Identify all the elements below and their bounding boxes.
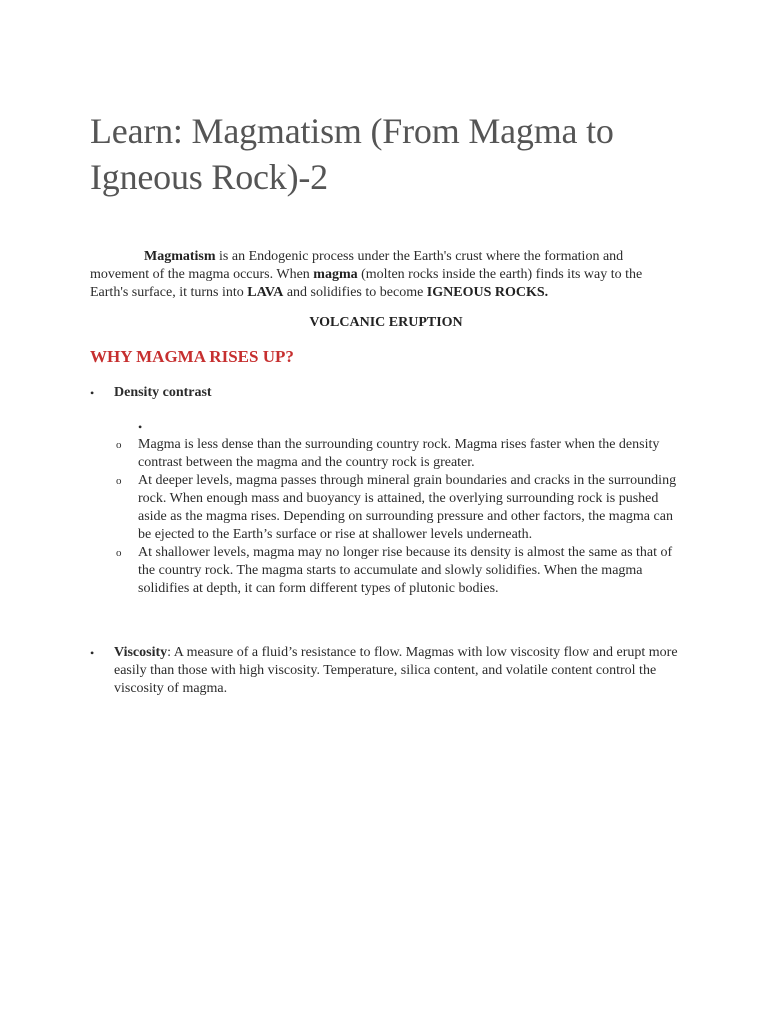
document-page	[90, 108, 682, 698]
intro-text-1: is an Endogenic process under the Earth's crust where the formation and movement of the magma occurs. When	[90, 249, 624, 282]
intro-paragraph	[90, 248, 682, 302]
density-point-1: Magma is less dense than the surrounding country rock. Magma rises faster when the density contrast between the magma and the country rock is greater.	[138, 437, 660, 470]
bullet-marker: •	[90, 386, 95, 400]
density-point-2: At deeper levels, magma passes through mineral grain boundaries and cracks in the surrounding rock. When enough mass and buoyancy is attained, the overlying surrounding rock is pushed aside as the magma rises. Depending on surrounding pressure and other factors, the magma can be ejected to the Earth’s surface or rise at shallower levels underneath.	[138, 473, 677, 542]
sub-bullet-marker: o	[116, 547, 122, 559]
intro-term-igneous-rocks: IGNEOUS ROCKS.	[426, 285, 549, 300]
viscosity-text: : A measure of a fluid’s resistance to flow. Magmas with low viscosity flow and erupt more easily than those with high viscosity. Temperature, silica content, and volatile content control the viscosity of magma.	[114, 645, 678, 696]
sub-bullet-marker: o	[116, 439, 122, 451]
intro-text-2: (molten rocks inside the earth) finds its way to the Earth's surface, it turns into	[90, 267, 643, 300]
sub-bullet-marker: o	[116, 475, 122, 487]
list-item	[90, 544, 682, 598]
intro-term-lava: LAVA	[247, 285, 284, 300]
reasons-list	[90, 384, 682, 698]
page-title: Learn: Magmatism (From Magma to Igneous Rock)-2	[90, 111, 614, 197]
intro-term-magmatism: Magmatism	[144, 249, 216, 264]
empty-nested-bullet	[114, 418, 682, 436]
list-item-viscosity	[90, 644, 682, 698]
density-contrast-label: Density contrast	[114, 385, 212, 400]
intro-text-3: and solidifies to become	[283, 285, 427, 300]
density-points-list	[90, 436, 682, 598]
list-item	[90, 436, 682, 472]
section-heading-why-magma-rises: WHY MAGMA RISES UP?	[90, 347, 294, 366]
density-point-3: At shallower levels, magma may no longer rise because its density is almost the same as that of the country rock. The magma starts to accumulate and slowly solidifies. When the magma solidifies at depth, it can form different types of plutonic bodies.	[138, 545, 673, 596]
list-item	[90, 472, 682, 544]
bullet-marker: •	[138, 420, 143, 434]
section-heading-volcanic-eruption: VOLCANIC ERUPTION	[309, 315, 463, 330]
bullet-marker: •	[90, 646, 95, 660]
viscosity-label: Viscosity	[114, 645, 168, 660]
intro-term-magma: magma	[313, 267, 358, 282]
list-item-density-contrast	[90, 384, 682, 644]
spacer	[114, 598, 682, 644]
